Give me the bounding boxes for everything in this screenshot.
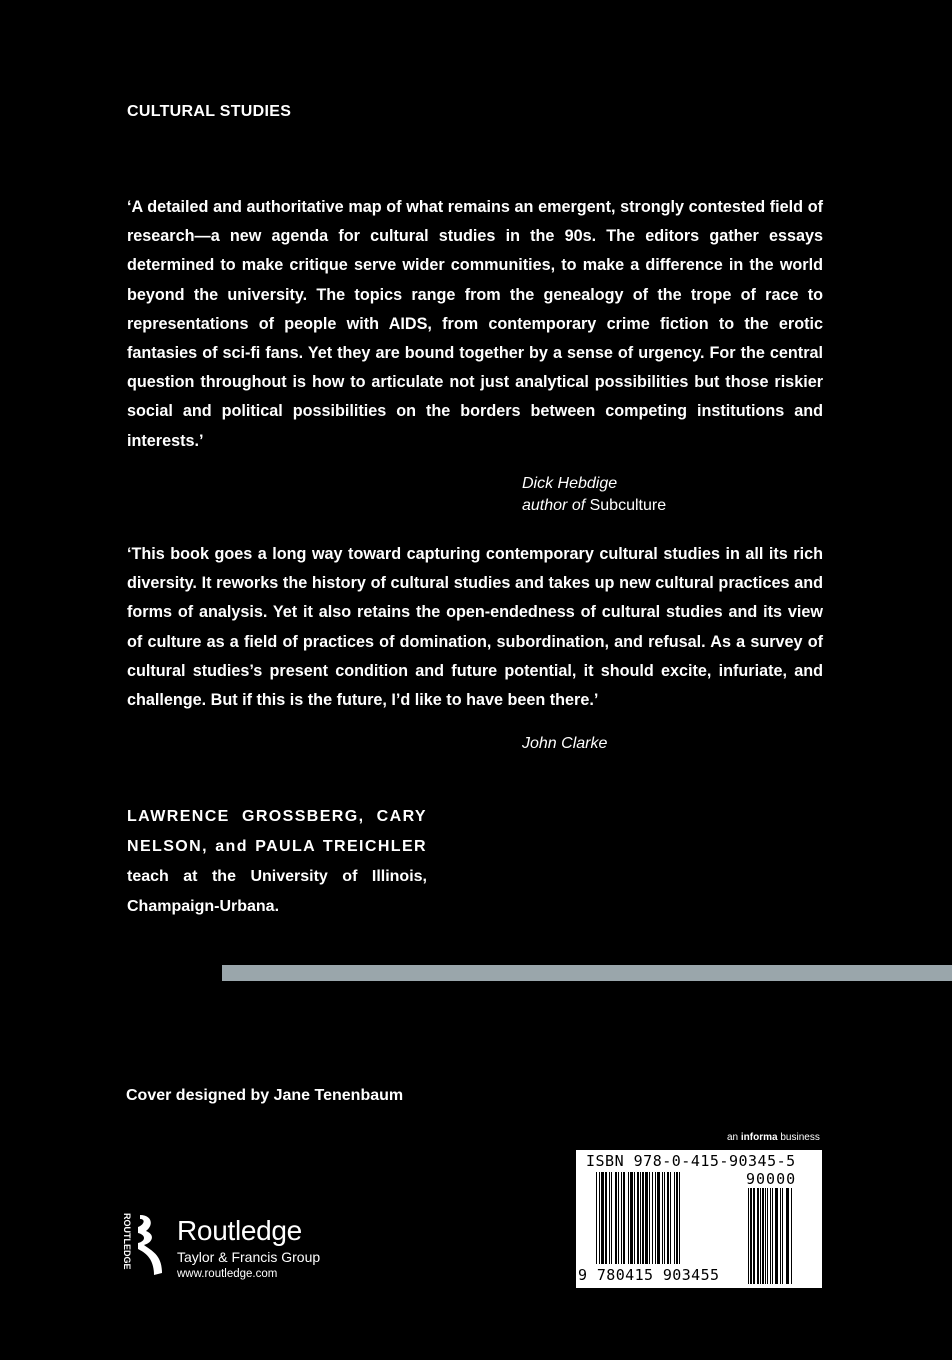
quote-hebdige: ‘A detailed and authoritative map of what remains an emergent, strongly contested field of research—a new agenda for cultural studies in the 90s. The editors gather essays determined to make critique serve wider communities, to make a difference in the world beyond the university. The topics range from the genealogy of the trope of race to representations of people with AIDS, from contemporary crime fiction to the erotic fantasies of sci-fi fans. Yet they are bound together by a sense of urgency. For the central question throughout is how to articulate not just analytical possibilities but those riskier social and political possibilities on the borders between competing institutions and interests.’ — [127, 198, 823, 450]
author-role-work: Subculture — [589, 497, 667, 514]
editors-affiliation: teach at the University of Illinois, Champaign-Urbana. — [127, 868, 427, 915]
publisher-name: Routledge — [177, 1215, 302, 1246]
informa-suffix: business — [780, 1132, 820, 1143]
publisher-url: www.routledge.com — [177, 1268, 278, 1280]
price-addon: 90000 — [746, 1170, 797, 1188]
informa-brand: informa — [740, 1132, 778, 1143]
author-role-prefix: author of — [522, 497, 586, 514]
routledge-logo-icon — [122, 1213, 168, 1277]
isbn-label: ISBN 978-0-415-90345-5 — [586, 1152, 796, 1170]
quote-author: John Clarke — [522, 735, 608, 752]
series-title: CULTURAL STUDIES — [127, 103, 292, 120]
informa-prefix: an — [727, 1132, 739, 1143]
divider-bar — [222, 965, 952, 981]
informa-tagline — [727, 1132, 820, 1143]
quote-author: Dick Hebdige — [522, 475, 618, 492]
publisher-group: Taylor & Francis Group — [177, 1249, 321, 1265]
attribution-clarke — [522, 733, 607, 755]
ean-digits: 9 780415 903455 — [578, 1266, 720, 1284]
editors-bio — [127, 802, 427, 922]
editors-names: LAWRENCE GROSSBERG, CARY NELSON, and PAULA TREICHLER — [127, 808, 427, 855]
quote-clarke: ‘This book goes a long way toward capturing contemporary cultural studies in all its rich diversity. It reworks the history of cultural studies and takes up new cultural practices and forms of analysis. Yet it also retains the open-endedness of cultural studies and its view of culture as a field of practices of domination, subordination, and refusal. As a survey of cultural studies’s present condition and future potential, it should excite, infuriate, and challenge. But if this is the future, I’d like to have been there.’ — [127, 545, 823, 710]
attribution-hebdige — [522, 473, 666, 517]
logo-vertical-text: ROUTLEDGE — [122, 1213, 132, 1270]
cover-credit: Cover designed by Jane Tenenbaum — [126, 1087, 404, 1104]
publisher-brand — [177, 1216, 320, 1282]
isbn-barcode — [576, 1150, 822, 1288]
